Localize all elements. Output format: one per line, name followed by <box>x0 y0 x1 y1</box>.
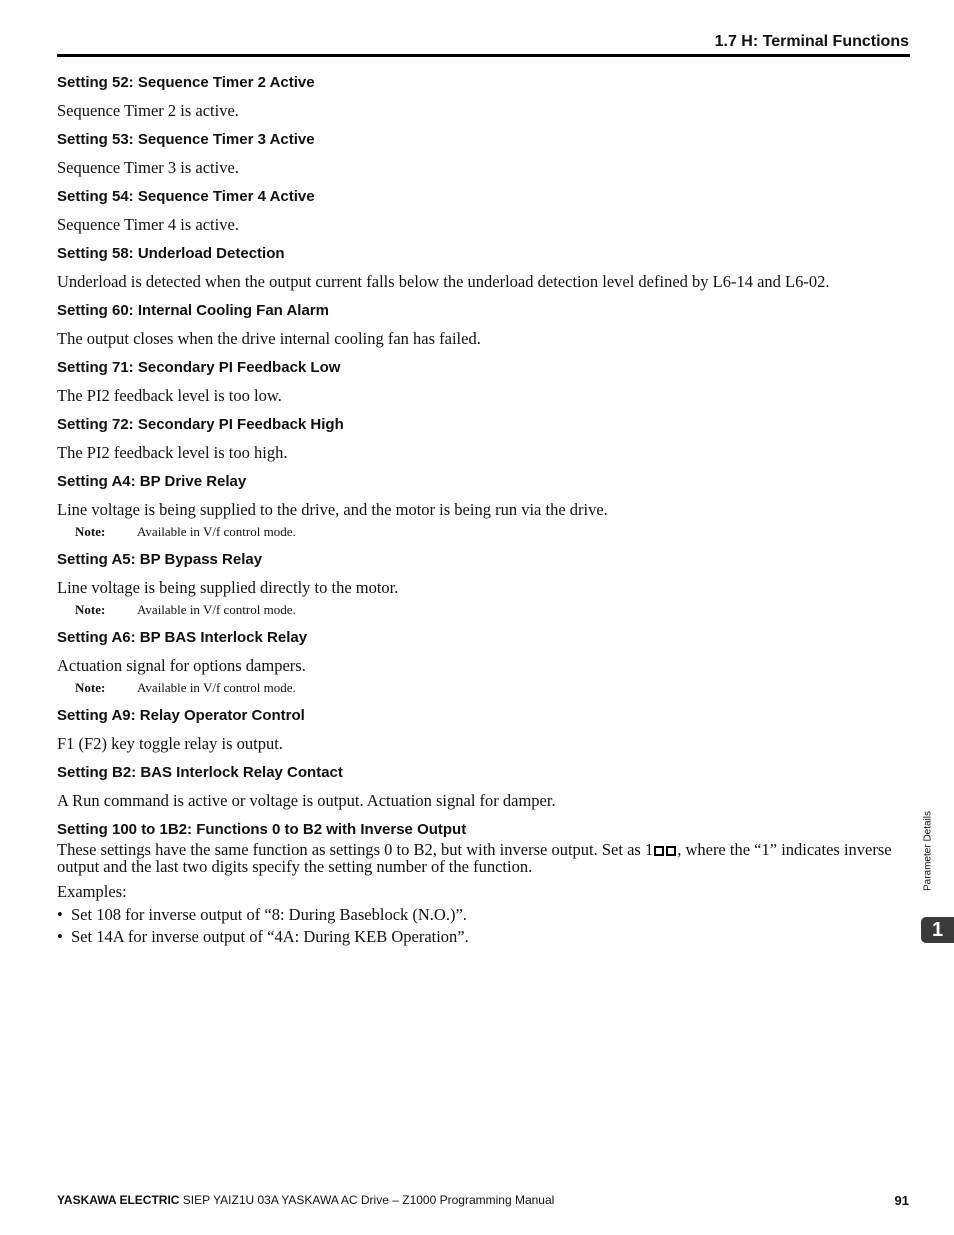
page-number: 91 <box>894 1193 909 1208</box>
section-a5 <box>57 551 910 618</box>
section-53 <box>57 131 910 177</box>
section-body: Sequence Timer 3 is active. <box>57 158 239 177</box>
section-heading: Setting 72: Secondary PI Feedback High <box>57 416 344 433</box>
section-body: Sequence Timer 4 is active. <box>57 215 239 234</box>
page-content <box>57 74 910 959</box>
section-body: A Run command is active or voltage is output. Actuation signal for damper. <box>57 791 556 810</box>
list-item-text: Set 108 for inverse output of “8: During Baseblock (N.O.)”. <box>71 905 467 924</box>
placeholder-box-icon <box>654 846 664 856</box>
section-body: F1 (F2) key toggle relay is output. <box>57 734 283 753</box>
bullet-icon: • <box>57 905 63 924</box>
sidebar-label-text: Parameter Details <box>922 810 934 892</box>
section-heading: Setting 54: Sequence Timer 4 Active <box>57 188 315 205</box>
section-heading: Setting 60: Internal Cooling Fan Alarm <box>57 302 329 319</box>
section-body <box>57 841 910 875</box>
note-text: Available in V/f control mode. <box>137 602 296 617</box>
section-heading: Setting 53: Sequence Timer 3 Active <box>57 131 315 148</box>
section-58 <box>57 245 910 291</box>
section-body: Line voltage is being supplied directly to the motor. <box>57 578 399 597</box>
note-label: Note: <box>75 524 106 539</box>
section-body: Underload is detected when the output current falls below the underload detection level defined by L6-14 and L6-02. <box>57 272 830 291</box>
section-52 <box>57 74 910 120</box>
note-label: Note: <box>75 602 106 617</box>
section-body: Sequence Timer 2 is active. <box>57 101 239 120</box>
section-a4 <box>57 473 910 540</box>
section-a6 <box>57 629 910 696</box>
examples-list <box>57 904 910 948</box>
note-text: Available in V/f control mode. <box>137 680 296 695</box>
section-heading: Setting A5: BP Bypass Relay <box>57 551 263 568</box>
header-rule <box>57 54 910 57</box>
section-heading: Setting B2: BAS Interlock Relay Contact <box>57 764 343 781</box>
section-body: The PI2 feedback level is too low. <box>57 386 282 405</box>
body-text-after: , where the “1” indicates inverse output and the last two digits specify the setting number of the function. <box>57 840 892 876</box>
note-label: Note: <box>75 680 106 695</box>
footer-doc-info <box>57 1193 554 1207</box>
section-body: The output closes when the drive internal cooling fan has failed. <box>57 329 481 348</box>
section-inverse-output <box>57 821 910 948</box>
section-a9 <box>57 707 910 753</box>
note <box>75 602 910 618</box>
section-heading: Setting 71: Secondary PI Feedback Low <box>57 359 341 376</box>
footer-brand: YASKAWA ELECTRIC <box>57 1193 180 1207</box>
chapter-tab: 1 <box>921 917 954 943</box>
list-item <box>57 926 910 948</box>
bullet-icon: • <box>57 927 63 946</box>
section-heading: Setting 52: Sequence Timer 2 Active <box>57 74 315 91</box>
page-header-title: 1.7 H: Terminal Functions <box>714 33 909 50</box>
list-item-text: Set 14A for inverse output of “4A: During KEB Operation”. <box>71 927 469 946</box>
note <box>75 524 910 540</box>
note <box>75 680 910 696</box>
section-body: Line voltage is being supplied to the drive, and the motor is being run via the drive. <box>57 500 608 519</box>
section-heading: Setting 58: Underload Detection <box>57 245 285 262</box>
section-b2 <box>57 764 910 810</box>
placeholder-box-icon <box>666 846 676 856</box>
list-item <box>57 904 910 926</box>
section-heading: Setting A9: Relay Operator Control <box>57 707 305 724</box>
section-heading: Setting A4: BP Drive Relay <box>57 473 247 490</box>
footer-doc-title: SIEP YAIZ1U 03A YASKAWA AC Drive – Z1000 Programming Manual <box>179 1193 555 1207</box>
note-text: Available in V/f control mode. <box>137 524 296 539</box>
examples-label: Examples: <box>57 882 127 901</box>
section-54 <box>57 188 910 234</box>
section-body: The PI2 feedback level is too high. <box>57 443 288 462</box>
section-heading: Setting A6: BP BAS Interlock Relay <box>57 629 308 646</box>
section-body: Actuation signal for options dampers. <box>57 656 306 675</box>
sidebar-section-label <box>921 800 935 902</box>
body-text-before: These settings have the same function as settings 0 to B2, but with inverse output. Set as 1 <box>57 840 654 859</box>
section-heading: Setting 100 to 1B2: Functions 0 to B2 with Inverse Output <box>57 821 467 838</box>
section-72 <box>57 416 910 462</box>
section-60 <box>57 302 910 348</box>
section-71 <box>57 359 910 405</box>
